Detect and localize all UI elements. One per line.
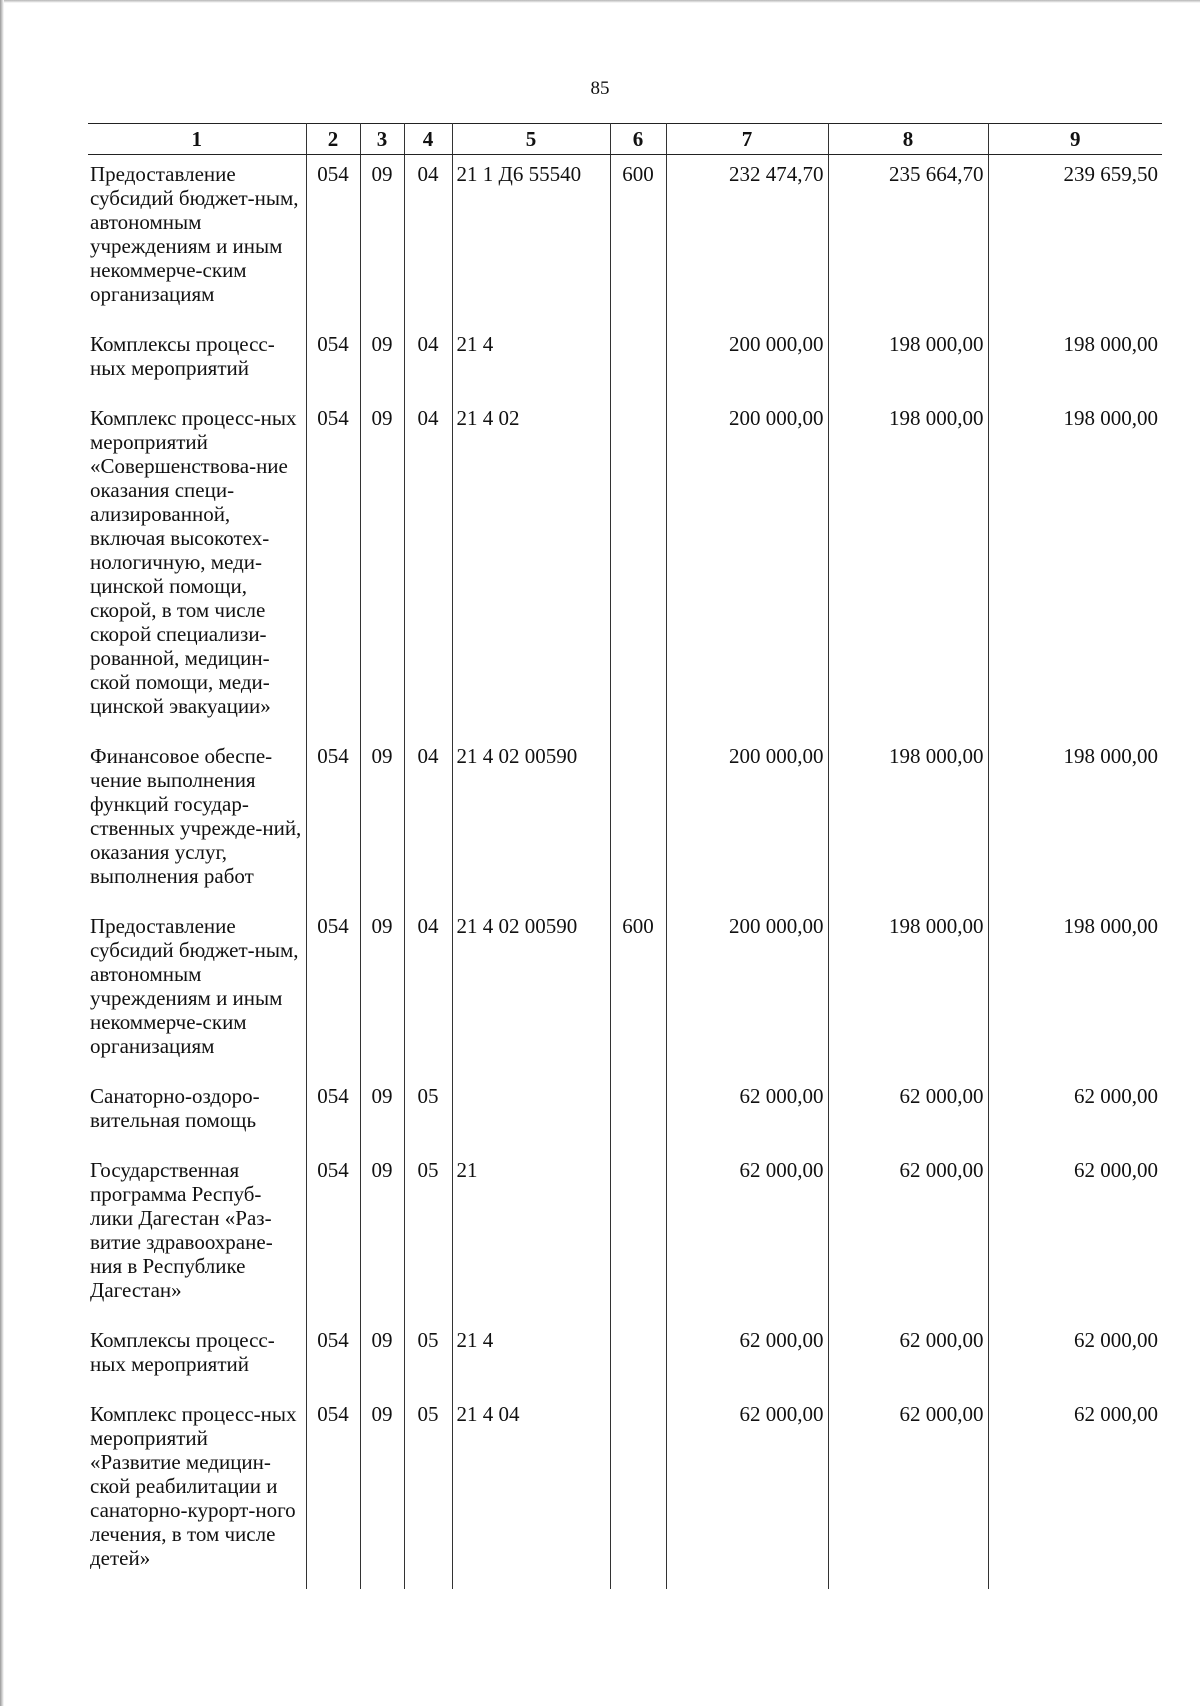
row-sum-3: 198 000,00 [988,907,1162,1077]
row-name: Комплекс процесс-ных мероприятий «Совершенствова-ние оказания специ-ализированной, включая высокотех-нологичную, меди-цинской помощи, скорой, в том числе скорой специализи-рованной, медицин-ской помощи, меди-цинской эвакуации» [88,399,306,737]
row-grbs: 054 [306,155,360,326]
row-rz: 09 [360,325,404,399]
row-vr [610,737,666,907]
row-rz: 09 [360,155,404,326]
header-col-3: 3 [360,124,404,155]
row-sum-3: 198 000,00 [988,737,1162,907]
row-sum-3: 62 000,00 [988,1151,1162,1321]
header-col-9: 9 [988,124,1162,155]
row-vr [610,325,666,399]
table-row [88,399,1162,737]
row-grbs: 054 [306,325,360,399]
row-pr: 04 [404,155,452,326]
row-name: Государственная программа Респуб-лики Дагестан «Раз-витие здравоохране-ния в Республике Дагестан» [88,1151,306,1321]
row-grbs: 054 [306,907,360,1077]
header-col-6: 6 [610,124,666,155]
row-rz: 09 [360,737,404,907]
row-csr: 21 4 02 00590 [452,737,610,907]
row-sum-2: 62 000,00 [828,1151,988,1321]
row-sum-2: 198 000,00 [828,907,988,1077]
row-rz: 09 [360,1321,404,1395]
row-name: Комплексы процесс-ных мероприятий [88,1321,306,1395]
row-pr: 05 [404,1077,452,1151]
row-sum-2: 62 000,00 [828,1321,988,1395]
page-number: 85 [590,78,610,99]
row-sum-3: 62 000,00 [988,1395,1162,1589]
row-sum-3: 62 000,00 [988,1077,1162,1151]
row-pr: 04 [404,399,452,737]
row-grbs: 054 [306,737,360,907]
row-pr: 04 [404,737,452,907]
row-sum-2: 198 000,00 [828,325,988,399]
header-col-7: 7 [666,124,828,155]
row-sum-2: 198 000,00 [828,737,988,907]
row-sum-3: 239 659,50 [988,155,1162,326]
row-csr [452,1077,610,1151]
row-vr [610,399,666,737]
row-csr: 21 1 Д6 55540 [452,155,610,326]
row-sum-1: 62 000,00 [666,1321,828,1395]
row-grbs: 054 [306,1151,360,1321]
row-pr: 05 [404,1151,452,1321]
row-name: Санаторно-оздоро-вительная помощь [88,1077,306,1151]
row-csr: 21 4 02 00590 [452,907,610,1077]
row-sum-2: 198 000,00 [828,399,988,737]
row-vr [610,1151,666,1321]
row-sum-3: 62 000,00 [988,1321,1162,1395]
header-row [88,124,1162,155]
row-sum-2: 235 664,70 [828,155,988,326]
row-sum-1: 200 000,00 [666,907,828,1077]
table-row [88,1151,1162,1321]
row-csr: 21 4 02 [452,399,610,737]
row-pr: 05 [404,1395,452,1589]
row-grbs: 054 [306,1321,360,1395]
row-sum-1: 232 474,70 [666,155,828,326]
row-sum-2: 62 000,00 [828,1077,988,1151]
row-pr: 04 [404,325,452,399]
row-sum-1: 62 000,00 [666,1077,828,1151]
row-grbs: 054 [306,399,360,737]
table-row [88,155,1162,326]
header-col-4: 4 [404,124,452,155]
row-rz: 09 [360,399,404,737]
row-sum-1: 200 000,00 [666,325,828,399]
row-sum-3: 198 000,00 [988,399,1162,737]
row-name: Комплекс процесс-ных мероприятий «Развитие медицин-ской реабилитации и санаторно-курорт-ного лечения, в том числе детей» [88,1395,306,1589]
table-row [88,1321,1162,1395]
table-row [88,1395,1162,1589]
row-sum-1: 62 000,00 [666,1151,828,1321]
row-pr: 04 [404,907,452,1077]
row-rz: 09 [360,1151,404,1321]
scan-left-edge [0,0,4,1706]
scan-top-edge [0,0,1200,3]
row-name: Финансовое обеспе-чение выполнения функций государ-ственных учрежде-ний, оказания услуг, выполнения работ [88,737,306,907]
row-rz: 09 [360,1077,404,1151]
table-row [88,737,1162,907]
table-row [88,907,1162,1077]
row-csr: 21 4 [452,1321,610,1395]
row-pr: 05 [404,1321,452,1395]
table-row [88,325,1162,399]
header-col-8: 8 [828,124,988,155]
row-vr: 600 [610,907,666,1077]
row-name: Предоставление субсидий бюджет-ным, автономным учреждениям и иным некоммерче-ским организациям [88,155,306,326]
row-csr: 21 [452,1151,610,1321]
table-row [88,1077,1162,1151]
row-vr [610,1077,666,1151]
row-sum-2: 62 000,00 [828,1395,988,1589]
header-col-2: 2 [306,124,360,155]
row-csr: 21 4 04 [452,1395,610,1589]
row-sum-1: 62 000,00 [666,1395,828,1589]
row-vr [610,1321,666,1395]
row-sum-1: 200 000,00 [666,737,828,907]
row-grbs: 054 [306,1395,360,1589]
row-sum-1: 200 000,00 [666,399,828,737]
row-csr: 21 4 [452,325,610,399]
row-name: Предоставление субсидий бюджет-ным, автономным учреждениям и иным некоммерче-ским организациям [88,907,306,1077]
row-rz: 09 [360,907,404,1077]
row-rz: 09 [360,1395,404,1589]
row-name: Комплексы процесс-ных мероприятий [88,325,306,399]
row-vr: 600 [610,155,666,326]
row-grbs: 054 [306,1077,360,1151]
header-col-5: 5 [452,124,610,155]
budget-table [88,123,1162,1589]
row-vr [610,1395,666,1589]
header-col-1: 1 [88,124,306,155]
row-sum-3: 198 000,00 [988,325,1162,399]
